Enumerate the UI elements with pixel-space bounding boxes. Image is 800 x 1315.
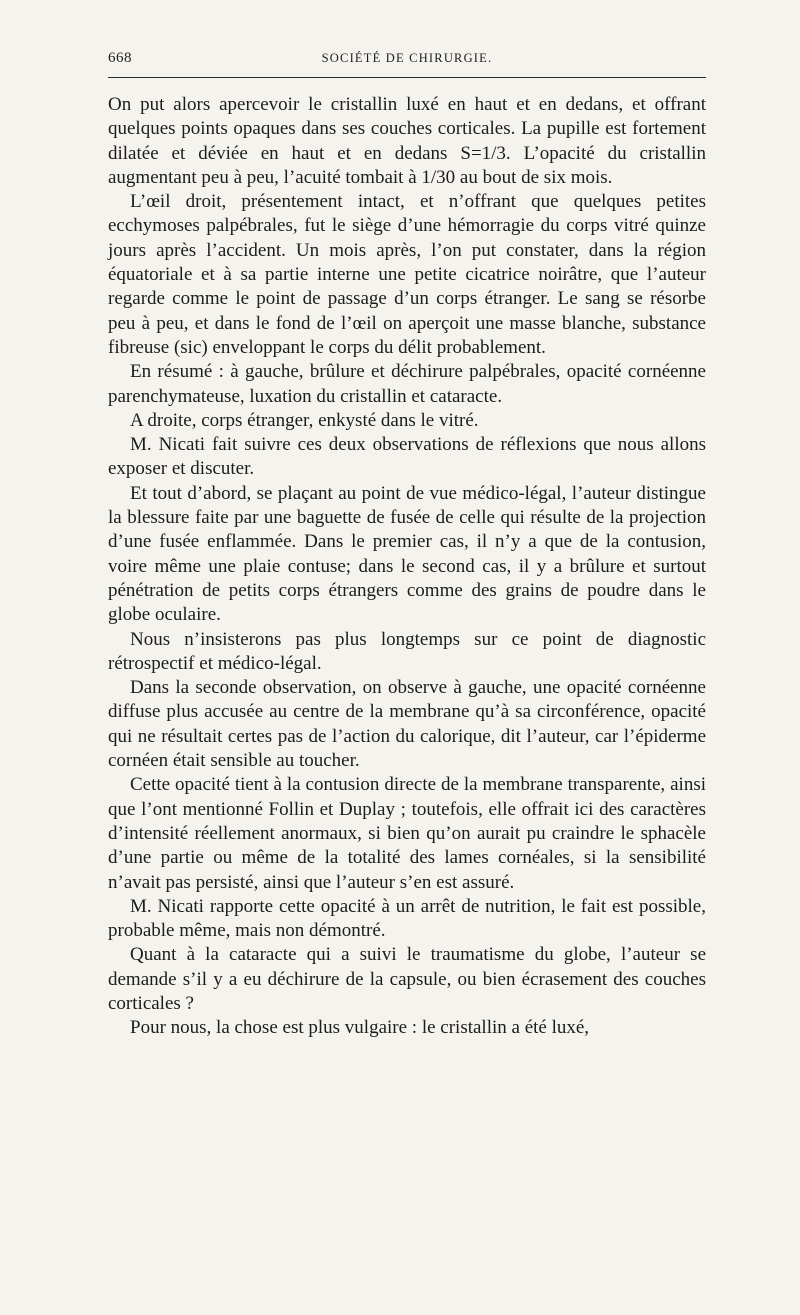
paragraph: Pour nous, la chose est plus vulgaire : le cristallin a été luxé, (130, 1017, 590, 1039)
body-text (108, 93, 706, 1041)
paragraph: On put alors apercevoir le cristallin luxé en haut et en dedans, et offrant quelques points opaques dans ses couches corticales. La pupille est fortement dilatée et déviée en haut et en dedans S=1/3. L’opacité du cristallin augmentant peu à peu, l’acuité tombait à 1/30 au bout de six mois. (108, 94, 706, 188)
paragraph: Quant à la cataracte qui a suivi le traumatisme du globe, l’auteur se demande s’il y a eu déchirure de la capsule, ou bien écrasement des couches corticales ? (108, 944, 706, 1014)
page-number: 668 (108, 50, 132, 66)
paragraph: Dans la seconde observation, on observe à gauche, une opacité cornéenne diffuse plus accusée au centre de la membrane qu’à sa circonférence, opacité qui ne résultait certes pas de l’action du calorique, dit l’auteur, car l’épiderme cornéen était sensible au toucher. (108, 677, 706, 772)
paragraph: Cette opacité tient à la contusion directe de la membrane transparente, ainsi que l’ont mentionné Follin et Duplay ; toutefois, elle offrait ici des caractères d’intensité réellement anormaux, si bien qu’on aurait pu craindre le sphacèle d’une partie ou même de la totalité des lames cornéales, si la sensibilité n’avait pas persisté, ainsi que l’auteur s’en est assuré. (108, 774, 706, 893)
running-head: SOCIÉTÉ DE CHIRURGIE. (321, 51, 493, 65)
paragraph: Nous n’insisterons pas plus longtemps sur ce point de diagnostic rétrospectif et médico-légal. (108, 628, 706, 674)
paragraph: A droite, corps étranger, enkysté dans le vitré. (130, 409, 479, 431)
paragraph: En résumé : à gauche, brûlure et déchirure palpébrales, opacité cornéenne parenchymateuse, luxation du cristallin et cataracte. (108, 361, 706, 407)
page-header (108, 50, 706, 74)
paragraph: M. Nicati rapporte cette opacité à un arrêt de nutrition, le fait est possible, probable même, mais non démontré. (108, 895, 706, 942)
paragraph: L’œil droit, présentement intact, et n’offrant que quelques petites ecchymoses palpébrales, fut le siège d’une hémorragie du corps vitré quinze jours après l’accident. Un mois après, l’on put constater, dans la région équatoriale et à sa partie interne une petite cicatrice noirâtre, que l’auteur regarde comme le point de passage d’un corps étranger. Le sang se résorbe peu à peu, et dans le fond de l’œil on aperçoit une masse blanche, substance fibreuse (sic) enveloppant le corps du délit probablement. (108, 191, 706, 358)
header-rule (108, 77, 706, 78)
paragraph: M. Nicati fait suivre ces deux observations de réflexions que nous allons exposer et discuter. (108, 434, 706, 480)
paragraph: Et tout d’abord, se plaçant au point de vue médico-légal, l’auteur distingue la blessure faite par une baguette de fusée de celle qui résulte de la projection d’une fusée enflammée. Dans le premier cas, il n’y a que de la contusion, voire même une plaie contuse; dans le second cas, il y a brûlure et surtout pénétration de petits corps étrangers comme des grains de poudre dans le globe oculaire. (108, 482, 706, 626)
